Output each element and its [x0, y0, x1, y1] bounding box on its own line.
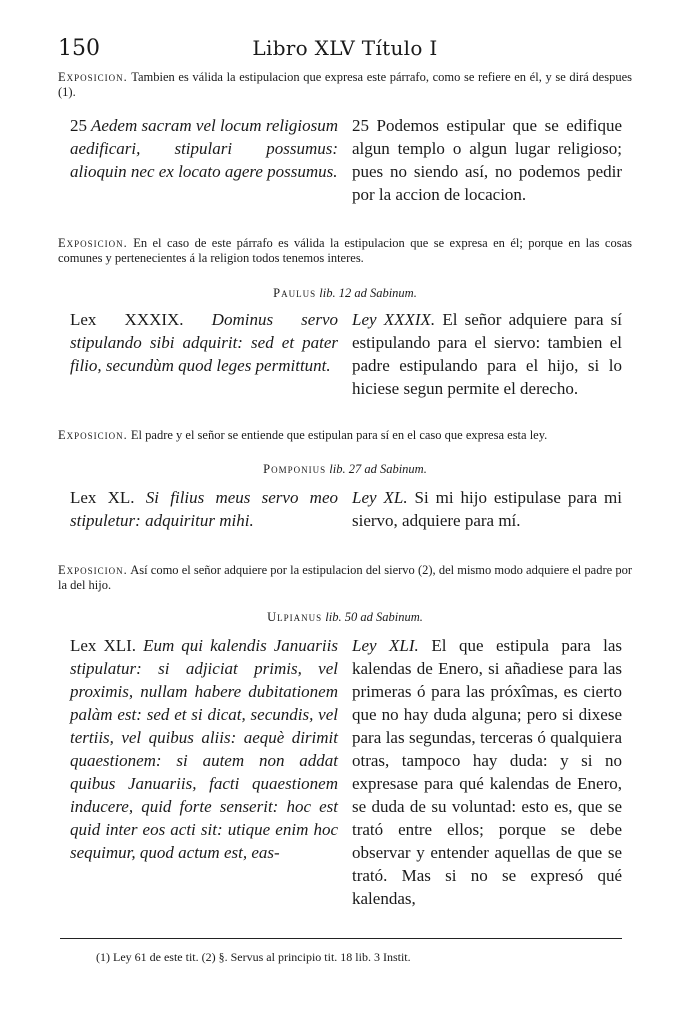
latin-column — [70, 114, 338, 183]
footnote-divider — [60, 938, 622, 939]
exposicion-text: El padre y el señor se entiende que estipulan para sí en el caso que expresa esta ley. — [130, 428, 548, 442]
latin-text: Si filius meus servo meo stipuletur: adquiritur mihi. — [70, 488, 338, 530]
spanish-column — [352, 308, 622, 400]
exposicion-label: Exposicion. — [58, 563, 128, 577]
exposicion-paragraph — [58, 563, 632, 593]
exposicion-text: En el caso de este párrafo es válida la estipulacion que se expresa en él; porque en las cosas comunes y pertenecientes á la religion todos tenemos interes. — [58, 236, 632, 265]
footnotes: (1) Ley 61 de este tit. (2) §. Servus al principio tit. 18 lib. 3 Instit. — [96, 950, 411, 964]
spanish-section-number: 25 — [352, 116, 369, 135]
source-reference: lib. 12 ad Sabinum. — [319, 286, 417, 300]
spanish-column — [352, 114, 622, 206]
page-header — [58, 36, 632, 64]
source-citation — [58, 286, 632, 301]
latin-column — [70, 486, 338, 532]
exposicion-label: Exposicion. — [58, 236, 128, 250]
exposicion-label: Exposicion. — [58, 428, 128, 442]
latin-column — [70, 308, 338, 377]
spanish-text: Si mi hijo estipulase para mi siervo, adquiere para mí. — [352, 488, 622, 530]
source-author: Ulpianus — [267, 610, 323, 624]
spanish-law-heading: Ley XL. — [352, 488, 408, 507]
exposicion-label: Exposicion. — [58, 70, 128, 84]
exposicion-text: Tambien es válida la estipulacion que expresa este párrafo, como se refiere en él, y se dirá despues (1). — [58, 70, 632, 99]
exposicion-text: Así como el señor adquiere por la estipulacion del siervo (2), del mismo modo adquiere el padre por la del hijo. — [58, 563, 632, 592]
spanish-law-heading: Ley XLI. — [352, 636, 419, 655]
source-reference: lib. 27 ad Sabinum. — [329, 462, 427, 476]
spanish-column — [352, 634, 622, 910]
source-reference: lib. 50 ad Sabinum. — [325, 610, 423, 624]
source-author: Paulus — [273, 286, 317, 300]
exposicion-paragraph — [58, 70, 632, 100]
spanish-text: El que estipula para las kalendas de Enero, si añadiese para las primeras ó para las próxîmas, es cierto que no hay duda alguna; pero si dixese para las segundas, terceras ó qualquiera otras, tampoco hay duda: y si no expresase para qué kalendas de Enero, se duda de su voluntad: esto es, que se trató entre ellos; porque se debe observar y entender aquellas de que se trató. Mas si no se expresó qué kalendas, — [352, 636, 623, 908]
source-citation — [58, 462, 632, 477]
page-number: 150 — [58, 36, 100, 61]
source-author: Pomponius — [263, 462, 327, 476]
source-citation — [58, 610, 632, 625]
latin-law-heading: Lex XXXIX. — [70, 310, 184, 329]
spanish-text: El señor adquiere para sí estipulando para el siervo: tambien el padre estipulando para el hijo, si lo hiciese segun permite el derecho. — [352, 310, 623, 398]
latin-column — [70, 634, 338, 864]
latin-text: Aedem sacram vel locum religiosum aedificari, stipulari possumus: alioquin nec ex locato agere possumus. — [70, 116, 338, 181]
latin-section-number: 25 — [70, 116, 87, 135]
latin-law-heading: Lex XL. — [70, 488, 135, 507]
latin-text: Eum qui kalendis Januariis stipulatur: si adjiciat primis, vel proximis, nullam habere dubitationem palàm est: sed et si dicat, secundis, vel tertiis, vel quibus aliis: aequè dirimit quaestionem: si autem non addat quibus Januariis, facti quaestionem inducere, quid forte senserit: hoc est quid inter eos acti sit: utique enim hoc sequimur, quod actum est, eas- — [70, 636, 338, 862]
latin-law-heading: Lex XLI. — [70, 636, 137, 655]
exposicion-paragraph — [58, 236, 632, 266]
spanish-column — [352, 486, 622, 532]
running-title: Libro XLV Título I — [252, 36, 438, 60]
spanish-text: Podemos estipular que se edifique algun templo o algun lugar religioso; pues no siendo así, no podemos pedir por la accion de locacion. — [352, 116, 623, 204]
spanish-law-heading: Ley XXXIX. — [352, 310, 436, 329]
exposicion-paragraph — [58, 428, 632, 443]
latin-text: Dominus servo stipulando sibi adquirit: sed et pater filio, secundùm quod leges permittunt. — [70, 310, 338, 375]
